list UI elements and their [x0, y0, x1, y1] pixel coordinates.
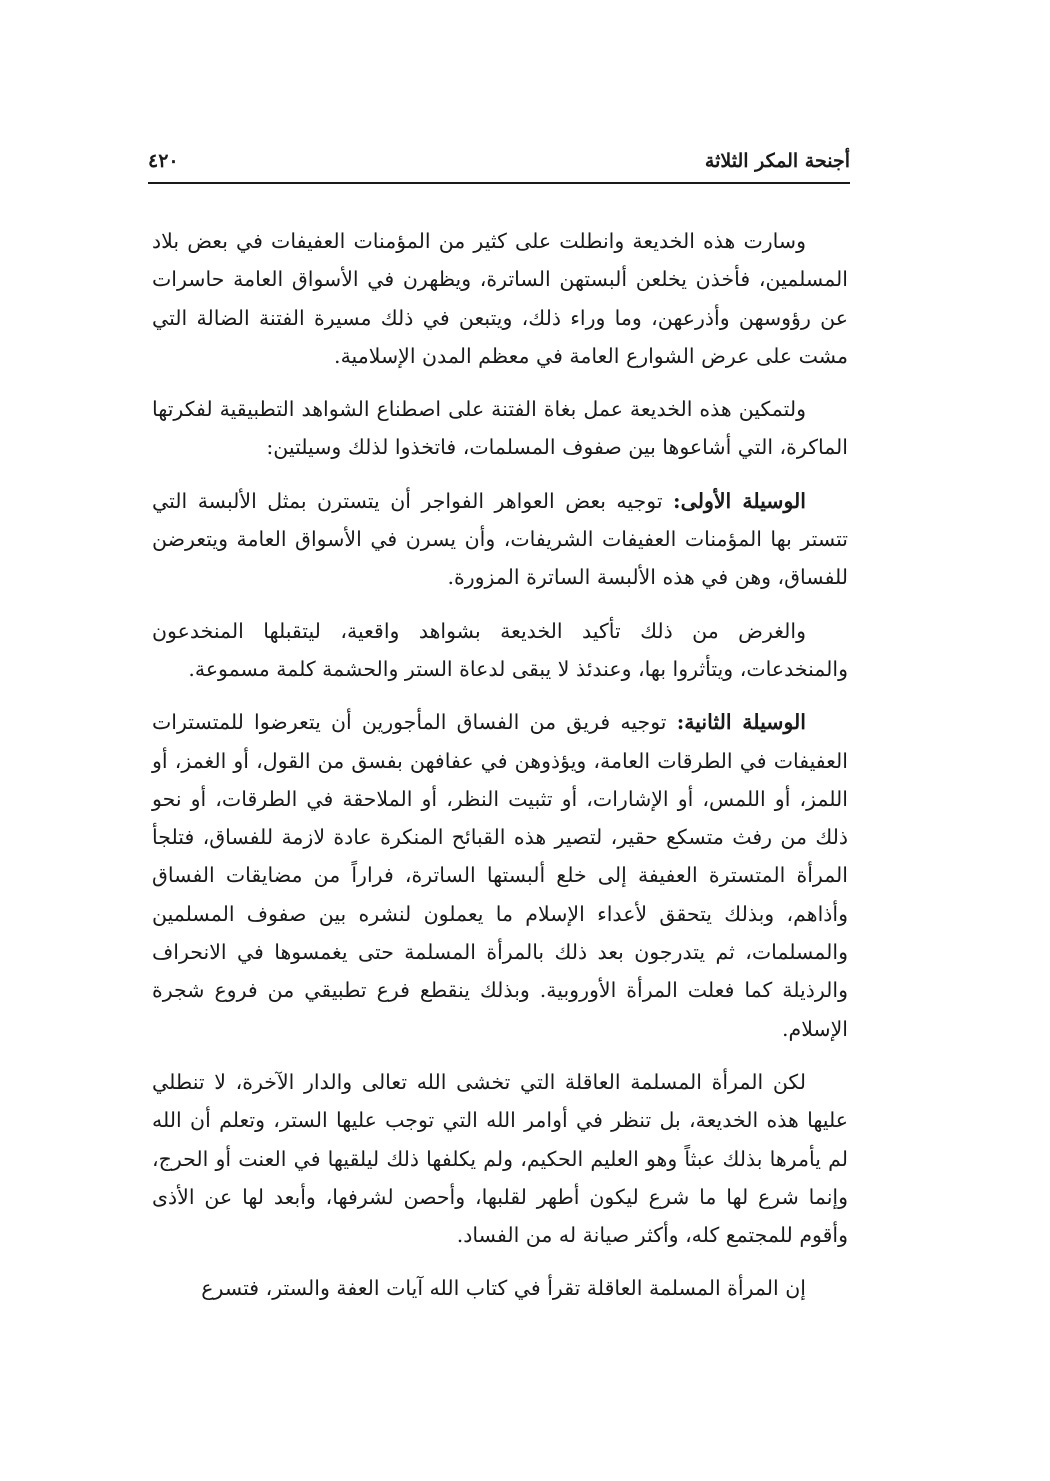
paragraph-lead: الوسيلة الأولى: — [673, 488, 807, 513]
body-text — [152, 222, 848, 1323]
paragraph-1 — [152, 222, 848, 375]
paragraph-text: والغرض من ذلك تأكيد الخديعة بشواهد واقعية، ليتقبلها المنخدعون والمنخدعات، ويتأثروا بها، وعندئذ لا يبقى لدعاة الستر والحشمة كلمة مسموعة. — [152, 618, 848, 681]
paragraph-6 — [152, 1063, 848, 1254]
paragraph-lead: الوسيلة الثانية: — [676, 710, 806, 735]
paragraph-text: وسارت هذه الخديعة وانطلت على كثير من المؤمنات العفيفات في بعض بلاد المسلمين، فأخذن يخلعن ألبستهن الساترة، ويظهرن في الأسواق العامة حاسرات عن رؤوسهن وأذرعهن، وما وراء ذلك، ويتبعن في ذلك مسيرة الفتنة الضالة التي مشت على عرض الشوارع العامة في معظم المدن الإسلامية. — [152, 229, 848, 368]
paragraph-text: إن المرأة المسلمة العاقلة تقرأ في كتاب الله آيات العفة والستر، فتسرع — [201, 1276, 806, 1301]
paragraph-7 — [152, 1269, 848, 1307]
paragraph-text: توجيه فريق من الفساق المأجورين أن يتعرضوا للمتسترات العفيفات في الطرقات العامة، ويؤذوهن في عفافهن بفسق من القول، أو الغمز، أو اللمز، أو اللمس، أو الإشارات، أو تثبيت النظر، أو الملاحقة في الطرقات، أو نحو ذلك من رفث متسكع حقير، لتصير هذه القبائح المنكرة عادة لازمة للفساق، فتلجأ المرأة المتسترة العفيفة إلى خلع ألبستها الساترة، فراراً من مضايقات الفساق وأذاهم، وبذلك يتحقق لأعداء الإسلام ما يعملون لنشره بين صفوف المسلمين والمسلمات، ثم يتدرجون بعد ذلك بالمرأة المسلمة حتى يغمسوها في الانحراف والرذيلة كما فعلت المرأة الأوروبية. وبذلك ينقطع فرع تطبيقي من فروع شجرة الإسلام. — [152, 710, 848, 1041]
paragraph-2 — [152, 390, 848, 467]
page-number: ٤٢٠ — [148, 150, 179, 172]
paragraph-5-second-means — [152, 703, 848, 1048]
paragraph-text: ولتمكين هذه الخديعة عمل بغاة الفتنة على اصطناع الشواهد التطبيقية لفكرتها الماكرة، التي أشاعوها بين صفوف المسلمات، فاتخذوا لذلك وسيلتين: — [152, 397, 848, 460]
paragraph-3-first-means — [152, 482, 848, 597]
header-title: أجنحة المكر الثلاثة — [704, 150, 850, 172]
paragraph-text: لكن المرأة المسلمة العاقلة التي تخشى الله تعالى والدار الآخرة، لا تنطلي عليها هذه الخديعة، بل تنظر في أوامر الله التي توجب عليها الستر، وتعلم أن الله لم يأمرها بذلك عبثاً وهو العليم الحكيم، ولم يكلفها ذلك ليلقيها في العنت أو الحرج، وإنما شرع لها ما شرع ليكون أطهر لقلبها، وأحصن لشرفها، وأبعد لها عن الأذى وأقوم للمجتمع كله، وأكثر صيانة له من الفساد. — [152, 1069, 848, 1248]
running-header — [148, 146, 850, 184]
paragraph-4 — [152, 612, 848, 689]
paragraph-text: توجيه بعض العواهر الفواجر أن يتسترن بمثل الألبسة التي تتستر بها المؤمنات العفيفات الشريفات، وأن يسرن في الأسواق العامة ويتعرضن للفساق، وهن في هذه الألبسة الساترة المزورة. — [152, 488, 848, 590]
